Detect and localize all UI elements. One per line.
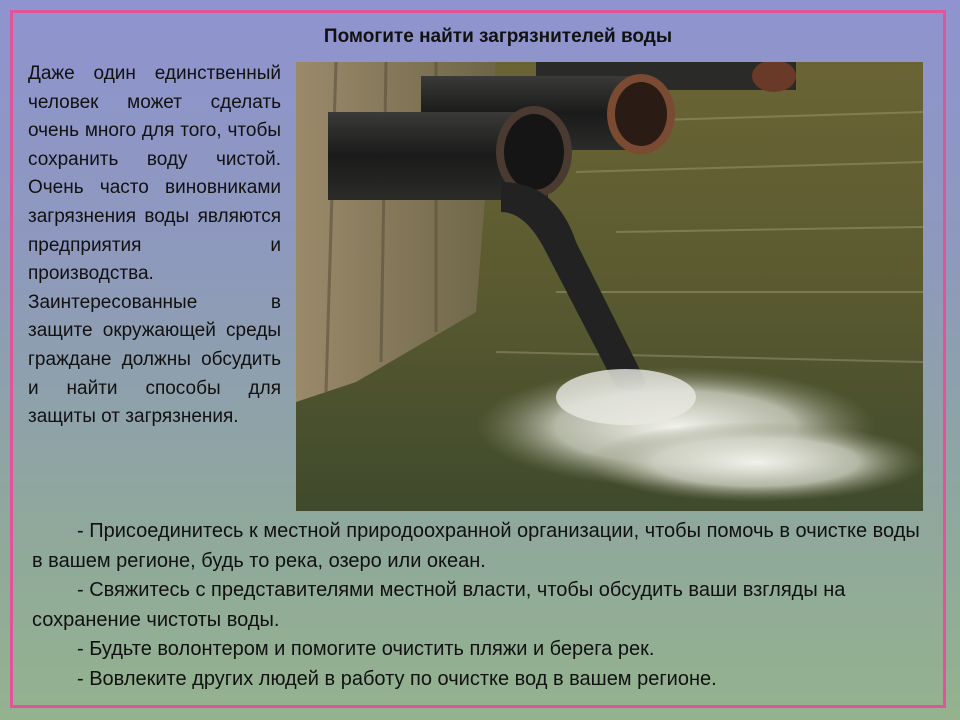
bullet-list xyxy=(32,517,922,694)
intro-paragraph: Даже один единственный человек может сделать очень много для того, чтобы сохранить воду чистой. Очень часто виновниками загрязнения воды являются предприятия и производства. Заинтересованные в защите окружающей среды граждане должны обсудить и найти способы для защиты от загрязнения. xyxy=(28,63,281,428)
bullet-item-1: - Присоединитесь к местной природоохранной организации, чтобы помочь в очистке воды в вашем регионе, будь то река, озеро или океан. xyxy=(32,520,920,572)
bullet-item-3: - Будьте волонтером и помогите очистить пляжи и берега рек. xyxy=(77,638,655,660)
bullet-item-2: - Свяжитесь с представителями местной власти, чтобы обсудить ваши взгляды на сохранение чистоты воды. xyxy=(32,579,846,631)
bullet-item-4: - Вовлеките других людей в работу по очистке вод в вашем регионе. xyxy=(77,667,717,690)
wastewater-pipes-photo xyxy=(296,62,923,511)
slide-title: Помогите найти загрязнителей воды xyxy=(323,26,673,47)
